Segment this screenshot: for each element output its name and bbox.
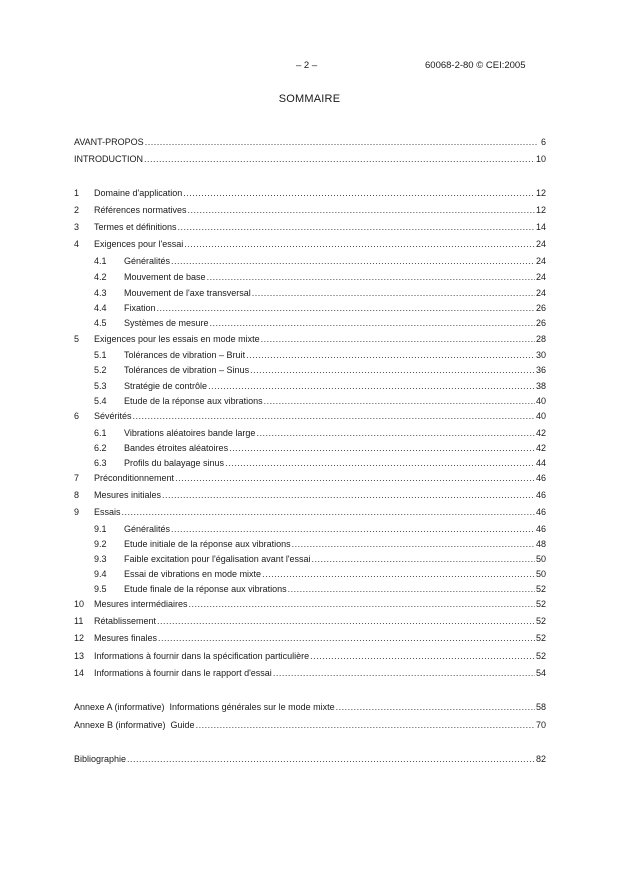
toc-entry-bibliographie[interactable] [74,753,546,765]
toc-leader [246,349,535,361]
toc-number: 9.1 [94,524,107,534]
toc-number: 9.4 [94,569,107,579]
toc-entry-9[interactable] [74,506,546,518]
toc-number: 6 [74,411,80,421]
toc-number: 5.4 [94,396,107,406]
toc-number: 12 [74,633,85,643]
toc-page: 46 [535,473,546,483]
toc-leader [312,553,535,565]
toc-entry-text: INTRODUCTION [74,154,143,164]
toc-leader [122,506,535,518]
toc-entry-9-4[interactable] [74,568,546,580]
toc-number: 1 [74,188,80,198]
toc-entry-9-1[interactable] [74,523,546,535]
toc-entry-4[interactable] [74,238,546,250]
page-title: SOMMAIRE [278,93,341,105]
toc-number: 9 [74,507,80,517]
toc-number: 5.3 [94,381,107,391]
toc-leader [127,753,535,765]
toc-leader [261,333,535,345]
toc-entry-6-3[interactable] [74,457,546,469]
toc-entry-14[interactable] [74,667,546,679]
toc-entry-text: Sévérités [94,411,132,421]
toc-entry-5-1[interactable] [74,349,546,361]
toc-entry-6-2[interactable] [74,442,546,454]
toc-page: 44 [535,458,546,468]
document-reference: 60068-2-80 © CEI:2005 [425,60,526,71]
toc-leader [208,380,535,392]
toc-leader [171,523,535,535]
toc-number: 9.3 [94,554,107,564]
toc-leader [162,489,535,501]
toc-entry-text: Vibrations aléatoires bande large [124,428,256,438]
toc-entry-text: Etude initiale de la réponse aux vibrations [124,539,291,549]
toc-entry-text: Généralités [124,524,171,534]
toc-number: 9.5 [94,584,107,594]
toc-entry-text: Faible excitation pour l'égalisation avant l'essai [124,554,311,564]
toc-entry-8[interactable] [74,489,546,501]
toc-entry-annexe-b[interactable] [74,719,546,731]
toc-number: 6.2 [94,443,107,453]
toc-entry-5-4[interactable] [74,395,546,407]
toc-entry-9-5[interactable] [74,583,546,595]
toc-leader [178,221,535,233]
toc-entry-text: Informations à fournir dans la spécification particulière [94,651,310,661]
toc-page: 52 [535,633,546,643]
toc-entry-text: Rétablissement [94,616,157,626]
toc-entry-text: Bandes étroites aléatoires [124,443,229,453]
toc-entry-text: Tolérances de vibration – Bruit [124,350,246,360]
toc-leader [175,472,535,484]
toc-leader [225,457,535,469]
toc-entry-4-5[interactable] [74,317,546,329]
toc-number: 2 [74,205,80,215]
toc-leader [189,598,535,610]
toc-leader [288,583,535,595]
toc-leader [188,204,535,216]
toc-page: 10 [535,154,546,164]
toc-leader [292,538,535,550]
toc-number: 10 [74,599,85,609]
toc-page: 46 [535,490,546,500]
toc-page: 50 [535,569,546,579]
toc-entry-9-3[interactable] [74,553,546,565]
toc-entry-12[interactable] [74,632,546,644]
toc-page: 6 [540,137,546,147]
toc-page: 12 [535,205,546,215]
toc-entry-text: Annexe B (informative) Guide [74,720,195,730]
toc-leader [264,395,535,407]
toc-entry-text: Informations à fournir dans le rapport d'essai [94,668,272,678]
toc-page: 52 [535,584,546,594]
toc-number: 11 [74,616,84,626]
toc-number: 8 [74,490,80,500]
toc-page: 36 [535,365,546,375]
toc-entry-1[interactable] [74,187,546,199]
toc-leader [210,317,535,329]
toc-entry-text: Stratégie de contrôle [124,381,208,391]
toc-entry-13[interactable] [74,650,546,662]
toc-page: 52 [535,616,546,626]
toc-page: 50 [535,554,546,564]
toc-entry-avant-propos[interactable] [74,136,546,148]
toc-entry-text: Généralités [124,256,171,266]
toc-leader [256,427,535,439]
toc-leader [157,615,535,627]
toc-page: 42 [535,428,546,438]
toc-page: 40 [535,396,546,406]
toc-entry-3[interactable] [74,221,546,233]
toc-entry-text: Fixation [124,303,156,313]
toc-page: 82 [535,754,546,764]
toc-entry-text: Exigences pour les essais en mode mixte [94,334,260,344]
toc-number: 4.2 [94,272,107,282]
toc-number: 7 [74,473,80,483]
toc-leader [229,442,535,454]
toc-entry-text: Termes et définitions [94,222,177,232]
toc-page: 40 [535,411,546,421]
toc-leader [183,187,535,199]
toc-entry-7[interactable] [74,472,546,484]
toc-entry-introduction[interactable] [74,153,546,165]
toc-page: 24 [535,256,546,266]
toc-page: 24 [535,239,546,249]
toc-leader [157,302,535,314]
toc-entry-text: Exigences pour l'essai [94,239,184,249]
toc-leader [273,667,535,679]
toc-page: 70 [535,720,546,730]
toc-entry-4-1[interactable] [74,255,546,267]
toc-leader [133,410,535,422]
toc-page: 52 [535,599,546,609]
toc-entry-text: Annexe A (informative) Informations générales sur le mode mixte [74,702,335,712]
toc-page: 46 [535,524,546,534]
toc-entry-5-2[interactable] [74,364,546,376]
toc-entry-6[interactable] [74,410,546,422]
toc-leader [252,287,535,299]
toc-leader [158,632,535,644]
page-number: – 2 – [296,60,318,71]
toc-entry-text: Préconditionnement [94,473,175,483]
toc-number: 5.2 [94,365,107,375]
toc-entry-text: Bibliographie [74,754,127,764]
toc-number: 9.2 [94,539,107,549]
toc-entry-5-3[interactable] [74,380,546,392]
toc-page: 26 [535,303,546,313]
toc-number: 14 [74,668,85,678]
toc-entry-6-1[interactable] [74,427,546,439]
toc-entry-text: Etude finale de la réponse aux vibrations [124,584,287,594]
toc-page: 54 [535,668,546,678]
toc-page: 48 [535,539,546,549]
toc-number: 4.3 [94,288,107,298]
toc-entry-4-4[interactable] [74,302,546,314]
toc-leader [171,255,535,267]
toc-page: 24 [535,272,546,282]
toc-entry-text: Essais [94,507,121,517]
toc-entry-text: Mouvement de l'axe transversal [124,288,251,298]
toc-page: 26 [535,318,546,328]
toc-leader [196,719,535,731]
toc-page: 12 [535,188,546,198]
toc-leader [250,364,535,376]
toc-entry-text: Mesures initiales [94,490,162,500]
toc-entry-text: Etude de la réponse aux vibrations [124,396,263,406]
toc-page: 52 [535,651,546,661]
toc-entry-text: Tolérances de vibration – Sinus [124,365,250,375]
toc-leader [184,238,535,250]
toc-leader [144,153,535,165]
toc-number: 5 [74,334,80,344]
toc-entry-text: Références normatives [94,205,187,215]
toc-number: 6.3 [94,458,107,468]
toc-number: 4.4 [94,303,107,313]
toc-entry-11[interactable] [74,615,546,627]
toc-entry-text: Essai de vibrations en mode mixte [124,569,262,579]
toc-page: 30 [535,350,546,360]
toc-entry-text: Mesures finales [94,633,158,643]
toc-entry-4-3[interactable] [74,287,546,299]
toc-page: 38 [535,381,546,391]
toc-leader [262,568,535,580]
toc-entry-2[interactable] [74,204,546,216]
toc-number: 4.5 [94,318,107,328]
toc-entry-5[interactable] [74,333,546,345]
toc-number: 4.1 [94,256,107,266]
toc-leader [336,701,535,713]
toc-number: 3 [74,222,80,232]
toc-entry-text: Mesures intermédiaires [94,599,188,609]
toc-page: 24 [535,288,546,298]
toc-number: 4 [74,239,80,249]
toc-leader [310,650,535,662]
toc-number: 5.1 [94,350,107,360]
toc-page: 28 [535,334,546,344]
toc-entry-text: Systèmes de mesure [124,318,209,328]
toc-leader [145,136,537,148]
toc-number: 6.1 [94,428,107,438]
toc-leader [207,271,535,283]
toc-entry-10[interactable] [74,598,546,610]
toc-entry-text: AVANT-PROPOS [74,137,144,147]
toc-entry-text: Domaine d'application [94,188,183,198]
toc-entry-4-2[interactable] [74,271,546,283]
toc-page: 58 [535,702,546,712]
toc-entry-text: Mouvement de base [124,272,206,282]
toc-page: 46 [535,507,546,517]
toc-entry-text: Profils du balayage sinus [124,458,225,468]
toc-entry-9-2[interactable] [74,538,546,550]
toc-number: 13 [74,651,85,661]
toc-page: 14 [535,222,546,232]
toc-page: 42 [535,443,546,453]
toc-entry-annexe-a[interactable] [74,701,546,713]
